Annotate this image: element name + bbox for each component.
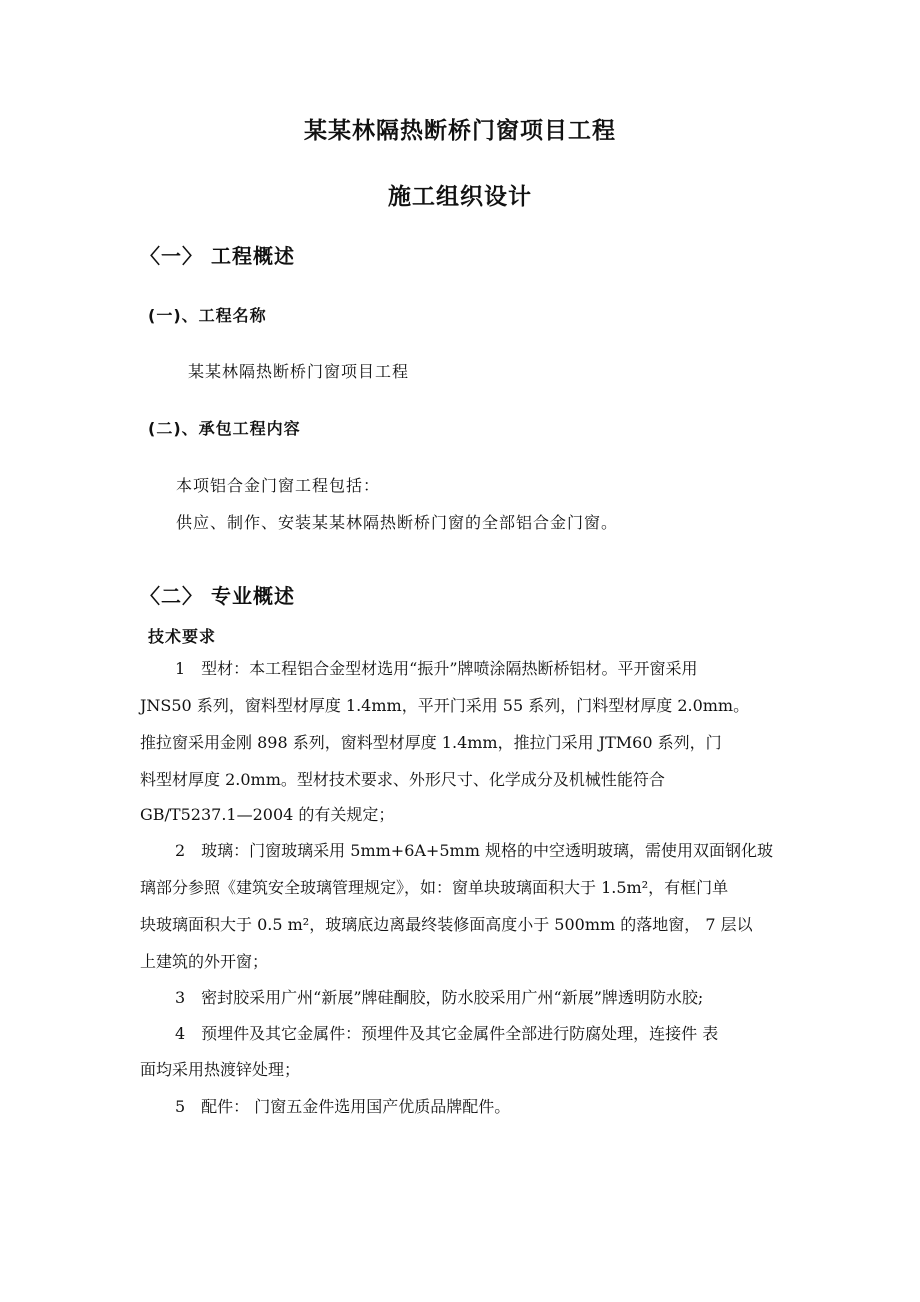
item-2-line-4: 上建筑的外开窗； (140, 952, 269, 971)
scope-line-1: 本项铝合金门窗工程包括： (176, 476, 381, 495)
item-4-line-2: 面均采用热渡锌处理； (140, 1060, 301, 1079)
item-1-line-3: 推拉窗采用金刚 898 系列，窗料型材厚度 1.4mm，推拉门采用 JTM60 系列，门 (140, 733, 722, 752)
item-1-line-4: 料型材厚度 2.0mm。型材技术要求、外形尺寸、化学成分及机械性能符合 (140, 770, 665, 789)
item-3-line-1: 3 密封胶采用广州“新展”牌硅酮胶，防水胶采用广州“新展”牌透明防水胶; (175, 988, 704, 1007)
scope-line-2: 供应、制作、安装某某林隔热断桥门窗的全部铝合金门窗。 (176, 513, 619, 532)
subheading-tech-requirements: 技术要求 (148, 627, 217, 646)
document-subtitle: 施工组织设计 (388, 184, 532, 210)
item-1-line-1: 1 型材：本工程铝合金型材选用“振升”牌喷涂隔热断桥铝材。平开窗采用 (175, 659, 698, 678)
subsection-heading-project-name: (一)、工程名称 (148, 306, 267, 325)
item-1-line-2: JNS50 系列，窗料型材厚度 1.4mm，平开门采用 55 系列，门料型材厚度 2.0mm。 (140, 696, 750, 715)
item-2-line-1: 2 玻璃：门窗玻璃采用 5mm+6A+5mm 规格的中空透明玻璃，需使用双面钢化玻 (175, 841, 773, 860)
document-title: 某某林隔热断桥门窗项目工程 (304, 118, 616, 144)
item-2-line-2: 璃部分参照《建筑安全玻璃管理规定》，如：窗单块玻璃面积大于 1.5m²，有框门单 (140, 878, 729, 897)
section-heading-overview: 〈一〉 工程概述 (140, 244, 295, 268)
subsection-heading-scope: (二)、承包工程内容 (148, 419, 301, 438)
section-heading-professional: 〈二〉 专业概述 (140, 584, 295, 608)
item-2-line-3: 块玻璃面积大于 0.5 m²，玻璃底边离最终装修面高度小于 500mm 的落地窗， 7 层以 (140, 915, 753, 934)
item-5-line-1: 5 配件： 门窗五金件选用国产优质品牌配件。 (175, 1097, 511, 1116)
project-name-text: 某某林隔热断桥门窗项目工程 (188, 362, 410, 381)
item-1-line-5: GB/T5237.1—2004 的有关规定； (140, 805, 395, 824)
item-4-line-1: 4 预埋件及其它金属件：预埋件及其它金属件全部进行防腐处理，连接件 表 (175, 1024, 719, 1043)
